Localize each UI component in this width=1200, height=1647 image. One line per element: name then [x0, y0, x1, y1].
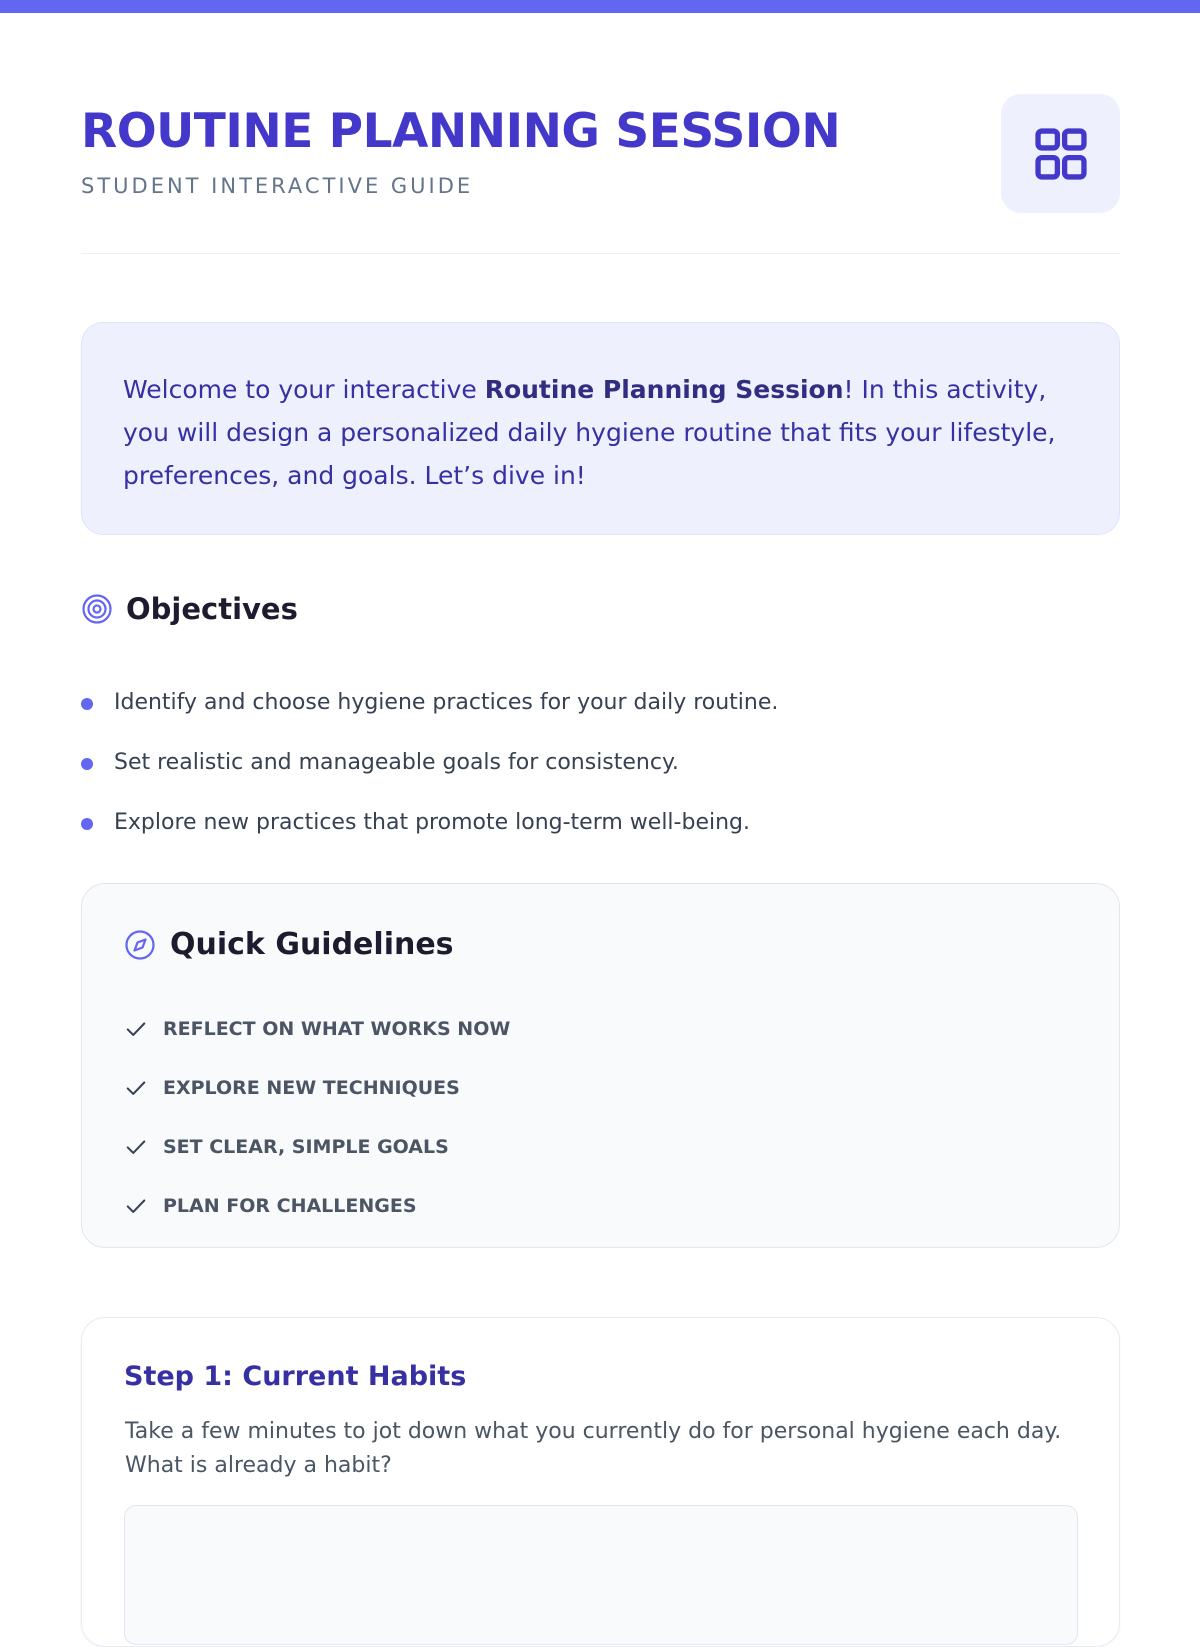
objectives-list: [81, 672, 1081, 852]
objectives-heading: [81, 592, 298, 626]
grid-icon: [1032, 125, 1090, 183]
list-item: [125, 1176, 510, 1235]
check-icon: [125, 1018, 147, 1040]
header-divider: [81, 253, 1120, 254]
list-item: [81, 672, 1081, 732]
step-1-description: Take a few minutes to jot down what you currently do for personal hygiene each day. What is already a habit?: [125, 1419, 1062, 1478]
guideline-text: REFLECT ON WHAT WORKS NOW: [163, 1017, 511, 1040]
objective-text: Explore new practices that promote long-term well-being.: [114, 809, 750, 835]
guideline-text: SET CLEAR, SIMPLE GOALS: [163, 1135, 449, 1158]
guideline-text: EXPLORE NEW TECHNIQUES: [163, 1076, 460, 1099]
check-icon: [125, 1195, 147, 1217]
intro-text-end: ! In this activity, you will design a personalized daily hygiene routine that fits your lifestyle, preferences, and goals. Let’s dive in!: [123, 375, 1056, 490]
list-item: [81, 732, 1081, 792]
page-title: ROUTINE PLANNING SESSION: [81, 104, 841, 159]
check-icon: [125, 1136, 147, 1158]
guidelines-card: [81, 883, 1120, 1248]
step-1-title: Step 1: Current Habits: [124, 1361, 467, 1392]
check-icon: [125, 1077, 147, 1099]
current-habits-input[interactable]: [124, 1505, 1078, 1645]
top-accent-bar: [0, 0, 1200, 13]
guideline-text: PLAN FOR CHALLENGES: [163, 1194, 417, 1217]
page-subtitle: STUDENT INTERACTIVE GUIDE: [81, 174, 474, 198]
objective-text: Set realistic and manageable goals for consistency.: [114, 749, 679, 775]
list-item: [81, 792, 1081, 852]
target-icon: [81, 593, 113, 625]
bullet-dot: [81, 818, 93, 830]
objectives-heading-text: Objectives: [126, 592, 298, 626]
intro-panel: [81, 322, 1120, 535]
list-item: [125, 1117, 510, 1176]
guidelines-list: [125, 999, 510, 1235]
guidelines-heading: [124, 927, 454, 962]
list-item: [125, 999, 510, 1058]
bullet-dot: [81, 698, 93, 710]
compass-icon: [124, 929, 156, 961]
objective-text: Identify and choose hygiene practices for your daily routine.: [114, 689, 779, 715]
intro-text-highlight: Routine Planning Session: [484, 375, 844, 404]
guidelines-heading-text: Quick Guidelines: [170, 927, 454, 962]
intro-text: [123, 368, 1079, 497]
step-1-card: [81, 1317, 1120, 1647]
intro-text-start: Welcome to your interactive: [123, 375, 485, 404]
list-item: [125, 1058, 510, 1117]
bullet-dot: [81, 758, 93, 770]
grid-icon-badge: [1001, 94, 1120, 213]
